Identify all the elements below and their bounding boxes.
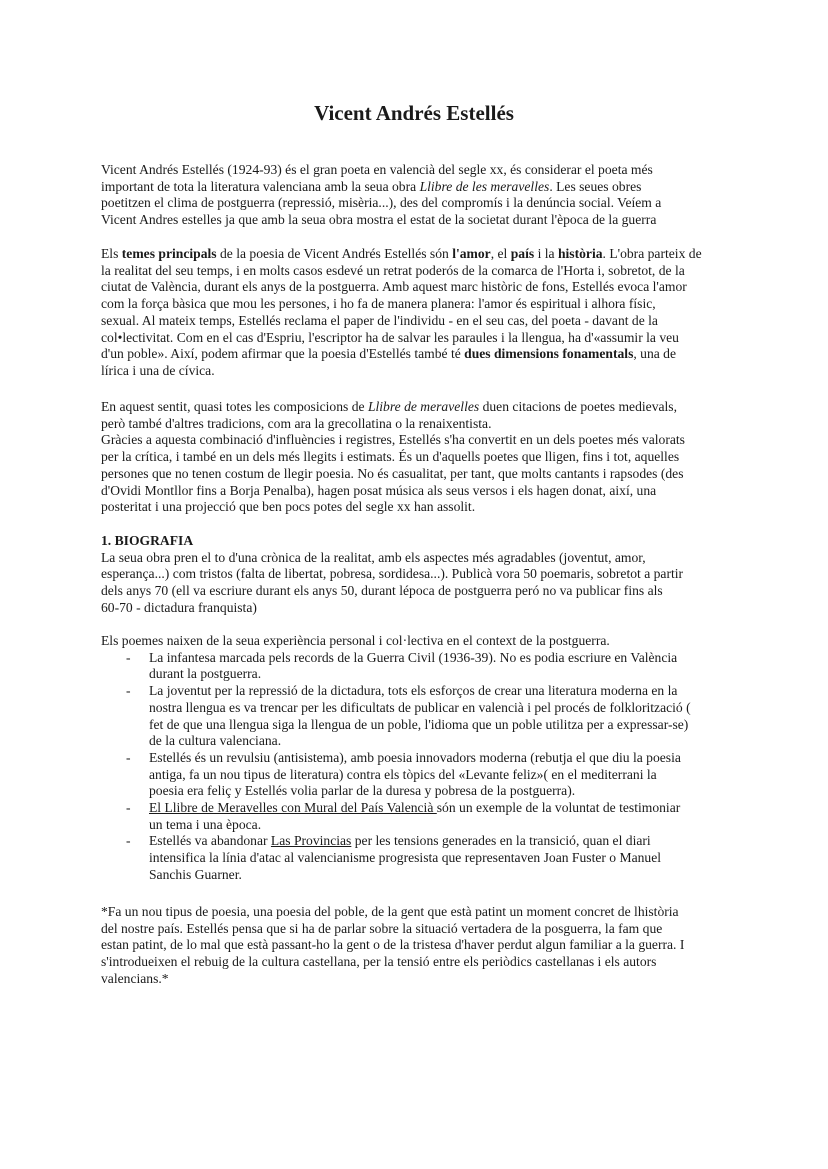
italic-text: Llibre de meravelles: [367, 399, 480, 414]
text-line: [101, 263, 702, 280]
text-segment: Vicent Andres estelles ja que amb la seua obra mostra el estat de la societat durant l'època de la guerra: [101, 212, 657, 228]
text-segment: col•lectivitat. Com en el cas d'Espriu, l'escriptor ha de salvar les paraules i la llengua, ha d'«assumir la veu: [101, 329, 679, 345]
underlined-text: El Llibre de Meravelles con Mural del País Valencià: [149, 800, 437, 816]
text-line: [149, 683, 691, 700]
text-line: [101, 499, 685, 516]
text-line: [149, 767, 691, 784]
text-segment: del nostre país. Estellés pensa que si ha de parlar sobre la situació vertadera de la posguerra, la fam que: [101, 920, 663, 936]
text-segment: Els: [101, 246, 122, 261]
bold-text: l'amor: [452, 246, 491, 261]
text-line: [101, 550, 683, 567]
text-segment: Estellés és un revulsiu (antisistema), amb poesia innovadors moderna (rebutja el que diu la poesia: [149, 749, 681, 765]
text-segment: Gràcies a aquesta combinació d'influències i registres, Estellés s'ha convertit en un dels poetes més valorats: [101, 432, 685, 448]
text-segment: poetitzen el clima de postguerra (repressió, misèria...), des del compromís i la denúncia social. Veíem a: [101, 195, 662, 211]
text-line: [101, 212, 661, 229]
text-line: [101, 937, 684, 954]
biography-paragraph: [101, 550, 683, 617]
text-line: [101, 971, 684, 988]
text-segment: de la poesia de Vicent Andrés Estellés són: [216, 246, 453, 261]
text-segment: En aquest sentit, quasi totes les composicions de: [101, 399, 368, 414]
text-segment: nostra llengua es va trencar per les dificultats de publicar en valencià i pel procés de folklorització (: [149, 699, 691, 715]
text-line: [149, 850, 691, 867]
text-line: [101, 162, 661, 179]
text-segment: . Les seues obres: [549, 178, 642, 194]
text-segment: com la força bàsica que mou les persones, i ho fa de manera planera: l'amor és espiritual i alhora físic,: [101, 296, 656, 312]
text-segment: d'Ovidi Montllor fins a Borja Penalba), hagen posat música als seus versos i els hagen donat, així, una: [101, 482, 657, 498]
list-item: [101, 683, 691, 750]
text-line: [101, 346, 702, 363]
text-segment: La seua obra pren el to d'una crònica de la realitat, amb els aspectes més agradables (joventut, amor,: [101, 549, 646, 565]
dash-bullet-icon: -: [126, 649, 131, 665]
text-line: [101, 246, 702, 263]
text-line: [101, 432, 685, 449]
text-segment: important de tota la literatura valenciana amb la seua obra: [101, 178, 420, 194]
list-item: [101, 750, 691, 800]
poems-intro: Els poemes naixen de la seua experiència personal i col·lectiva en el context de la postguerra.: [101, 633, 610, 648]
text-line: [101, 330, 702, 347]
bold-text: dues dimensions fonamentals: [464, 346, 634, 362]
text-segment: durant la postguerra.: [149, 666, 262, 682]
text-segment: persones que no tenen costum de llegir poesia. No és casualitat, per tant, que molts cantants i rapsodes (des: [101, 465, 684, 481]
text-segment: la realitat del seu temps, i en molts casos esdevé un retrat poderós de la comarca de l'Horta i, sobretot, de la: [101, 262, 685, 278]
text-segment: Estellés va abandonar: [149, 833, 271, 849]
text-segment: però també d'altres tradicions, com ara la grecollatina o la renaixentista.: [101, 415, 492, 431]
text-line: [101, 179, 661, 196]
text-segment: Sanchis Guarner.: [149, 866, 242, 882]
text-line: [149, 783, 691, 800]
intro-paragraph: [101, 162, 661, 229]
dash-bullet-icon: -: [126, 749, 131, 765]
text-segment: 60-70 - dictadura franquista): [101, 599, 257, 615]
text-segment: un tema i una època.: [149, 816, 262, 832]
text-line: [149, 833, 691, 850]
bold-text: temes principals: [121, 246, 217, 261]
footnote-paragraph: [101, 904, 684, 988]
dash-bullet-icon: -: [126, 833, 131, 849]
text-segment: s'introdueixen el rebuig de la cultura castellana, per la tensió entre els periòdics castellanas i els autors: [101, 954, 657, 970]
text-segment: lírica i una de cívica.: [101, 362, 215, 378]
text-segment: per les tensions generades en la transició, quan el diari: [351, 833, 651, 849]
text-line: [149, 700, 691, 717]
text-segment: dels anys 70 (ell va escriure durant els anys 50, durant lépoca de postguerra peró no va publicar fins als: [101, 583, 663, 599]
text-segment: d'un poble». Així, podem afirmar que la poesia d'Estellés també té: [101, 346, 465, 362]
text-line: [101, 449, 685, 466]
text-segment: fet de que una llengua siga la llengua de un poble, l'idioma que un poble utilitza per a expressar-se): [149, 716, 689, 732]
bold-text: història: [557, 246, 603, 261]
text-line: [101, 954, 684, 971]
text-line: [149, 650, 691, 667]
text-segment: duen citacions de poetes medievals,: [479, 399, 677, 414]
bold-text: país: [510, 246, 535, 261]
section-heading: 1. BIOGRAFIA: [101, 533, 194, 548]
themes-paragraph: [101, 246, 702, 380]
text-segment: *Fa un nou tipus de poesia, una poesia del poble, de la gent que està patint un moment concret de lhistòria: [101, 904, 679, 919]
text-segment: esperança...) com tristos (falta de libertat, pobresa, sordidesa...). Publicà vora 50 poemaris, sobretot a partir: [101, 566, 684, 582]
dash-bullet-icon: -: [126, 683, 131, 699]
biography-section: [101, 533, 683, 617]
bullet-list: [101, 650, 691, 884]
list-item: [101, 800, 691, 833]
text-line: [101, 904, 684, 921]
dash-bullet-icon: -: [126, 800, 131, 816]
text-line: [149, 717, 691, 734]
text-line: [101, 466, 685, 483]
text-segment: La joventut per la repressió de la dictadura, tots els esforços de crear una literatura moderna en la: [149, 683, 678, 699]
text-line: [149, 800, 691, 817]
text-segment: intensifica la línia d'atac al valencianisme progresista que representaven Joan Fuster o Manuel: [149, 850, 662, 866]
text-segment: són un exemple de la voluntat de testimoniar: [436, 800, 681, 816]
text-segment: , una de: [633, 346, 677, 362]
list-item: [101, 833, 691, 883]
text-segment: poesia era feliç y Estellés volia parlar de la duresa y pobresa de la postguerra).: [149, 783, 576, 799]
text-line: [101, 583, 683, 600]
text-segment: Vicent Andrés Estellés (1924-93) és el gran poeta en valencià del segle xx, és considerar el poeta més: [101, 162, 653, 177]
italic-text: Llibre de les meravelles: [419, 178, 550, 194]
text-line: [101, 399, 685, 416]
text-segment: per la crítica, i també en un dels més llegits i estimats. És un d'aquells poetes que lligen, fins i tot, aquelles: [101, 449, 680, 465]
underlined-text: Las Provincias: [270, 833, 352, 849]
text-line: [149, 750, 691, 767]
text-segment: de la cultura valenciana.: [149, 733, 282, 749]
text-line: [101, 296, 702, 313]
document-title: Vicent Andrés Estellés: [314, 101, 514, 125]
text-line: [101, 195, 661, 212]
text-segment: La infantesa marcada pels records de la Guerra Civil (1936-39). No es podia escriure en València: [149, 649, 678, 665]
text-segment: i la: [534, 246, 558, 261]
text-segment: posteritat i una projecció que ben pocs potes del segle xx han assolit.: [101, 499, 476, 515]
sense-paragraph: [101, 399, 685, 516]
text-line: [101, 921, 684, 938]
text-line: [149, 733, 691, 750]
list-item: [101, 650, 691, 683]
text-segment: antiga, fa un nou tipus de literatura) contra els tòpics del «Levante feliz»( en el mediterrani la: [149, 766, 657, 782]
text-segment: ciutat de València, durant els anys de la postguerra. Amb aquest marc històric de fons, Estellés evoca l'amor: [101, 279, 687, 295]
text-segment: estan patint, de lo mal que està passant-ho la gent o de la tristesa d'haver perdut algun familiar a la guerra. I: [101, 937, 685, 953]
poems-section: [101, 633, 691, 884]
text-segment: valencians.*: [101, 970, 169, 986]
text-line: [101, 600, 683, 617]
text-line: [149, 867, 691, 884]
text-line: [149, 666, 691, 683]
text-segment: , el: [490, 246, 511, 261]
text-line: [101, 279, 702, 296]
text-line: [101, 483, 685, 500]
text-line: [101, 416, 685, 433]
text-line: [101, 363, 702, 380]
text-line: [149, 817, 691, 834]
text-segment: sexual. Al mateix temps, Estellés reclama el paper de l'individu - en el seu cas, del poeta - davant de la: [101, 312, 658, 328]
text-line: [101, 566, 683, 583]
text-segment: . L'obra parteix de: [602, 246, 702, 261]
text-line: [101, 313, 702, 330]
